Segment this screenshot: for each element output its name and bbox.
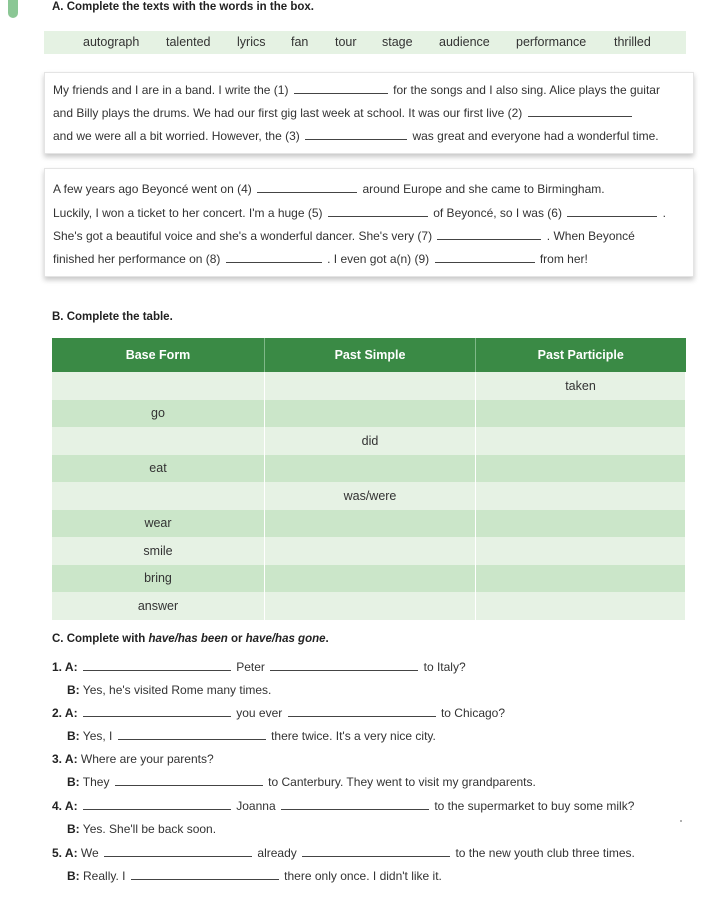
verb-table bbox=[52, 338, 686, 620]
exercise-item-3a: 3. A: Where are your parents? bbox=[52, 752, 214, 766]
table-cell[interactable] bbox=[265, 400, 476, 428]
table-row bbox=[52, 537, 686, 565]
answer-blank[interactable] bbox=[288, 706, 436, 717]
text1-line-2: and Billy plays the drums. We had our first gig last week at school. It was our first live (2) bbox=[53, 106, 634, 120]
table-cell[interactable] bbox=[265, 592, 476, 620]
word-box-item: autograph bbox=[83, 35, 140, 49]
table-row bbox=[52, 510, 686, 538]
table-cell[interactable] bbox=[476, 565, 686, 593]
table-row bbox=[52, 455, 686, 483]
exercise-item-5a: 5. A: We already to the new youth club three times. bbox=[52, 846, 635, 860]
word-box-item: fan bbox=[291, 35, 309, 49]
answer-blank-3[interactable] bbox=[305, 129, 407, 140]
table-row bbox=[52, 400, 686, 428]
exercise-item-4a: 4. A: Joanna to the supermarket to buy some milk? bbox=[52, 799, 635, 813]
answer-blank[interactable] bbox=[83, 706, 231, 717]
text-card-2 bbox=[44, 168, 694, 277]
text2-line-3: She's got a beautiful voice and she's a wonderful dancer. She's very (7) . When Beyoncé bbox=[53, 229, 635, 243]
table-cell: was/were bbox=[265, 482, 476, 510]
table-cell: taken bbox=[476, 372, 686, 400]
table-cell[interactable] bbox=[52, 427, 265, 455]
exercise-item-1b: B: Yes, he's visited Rome many times. bbox=[67, 683, 272, 697]
table-cell[interactable] bbox=[476, 592, 686, 620]
answer-blank[interactable] bbox=[270, 660, 418, 671]
table-row bbox=[52, 592, 686, 620]
exercise-item-1a: 1. A: Peter to Italy? bbox=[52, 660, 466, 674]
table-cell: answer bbox=[52, 592, 265, 620]
table-cell[interactable] bbox=[265, 565, 476, 593]
word-box-item: tour bbox=[335, 35, 357, 49]
answer-blank-4[interactable] bbox=[257, 182, 357, 193]
table-cell[interactable] bbox=[476, 482, 686, 510]
answer-blank[interactable] bbox=[115, 775, 263, 786]
table-cell: bring bbox=[52, 565, 265, 593]
text2-line-4: finished her performance on (8) . I even got a(n) (9) from her! bbox=[53, 252, 588, 266]
answer-blank-6[interactable] bbox=[567, 206, 657, 217]
answer-blank[interactable] bbox=[83, 660, 231, 671]
table-cell: did bbox=[265, 427, 476, 455]
exercise-item-2a: 2. A: you ever to Chicago? bbox=[52, 706, 506, 720]
word-box-item: talented bbox=[166, 35, 211, 49]
table-cell: go bbox=[52, 400, 265, 428]
text-card-1 bbox=[44, 72, 694, 154]
table-cell[interactable] bbox=[476, 400, 686, 428]
word-box-item: audience bbox=[439, 35, 490, 49]
table-cell[interactable] bbox=[52, 372, 265, 400]
section-b-title: B. Complete the table. bbox=[52, 311, 173, 323]
table-cell[interactable] bbox=[476, 455, 686, 483]
table-cell[interactable] bbox=[265, 455, 476, 483]
table-row bbox=[52, 565, 686, 593]
word-box-item: lyrics bbox=[237, 35, 266, 49]
exercise-item-3b: B: They to Canterbury. They went to visit my grandparents. bbox=[67, 775, 536, 789]
answer-blank-2[interactable] bbox=[528, 106, 632, 117]
table-cell[interactable] bbox=[265, 537, 476, 565]
text1-line-1: My friends and I are in a band. I write the (1) for the songs and I also sing. Alice plays the guitar bbox=[53, 83, 660, 97]
header-base-form: Base Form bbox=[52, 338, 265, 372]
text1-line-3: and we were all a bit worried. However, the (3) was great and everyone had a wonderful time. bbox=[53, 129, 659, 143]
table-cell[interactable] bbox=[265, 510, 476, 538]
page-tab-marker bbox=[8, 0, 18, 18]
exercise-item-4b: B: Yes. She'll be back soon. bbox=[67, 822, 217, 836]
table-cell[interactable] bbox=[476, 510, 686, 538]
table-cell: eat bbox=[52, 455, 265, 483]
answer-blank[interactable] bbox=[281, 799, 429, 810]
word-box-item: stage bbox=[382, 35, 413, 49]
answer-blank-5[interactable] bbox=[328, 206, 428, 217]
answer-blank[interactable] bbox=[118, 729, 266, 740]
section-c-title: C. Complete with have/has been or have/has gone. bbox=[52, 633, 329, 645]
word-box bbox=[44, 31, 686, 54]
answer-blank[interactable] bbox=[131, 869, 279, 880]
exercise-item-5b: B: Really. I there only once. I didn't like it. bbox=[67, 869, 442, 883]
table-cell: wear bbox=[52, 510, 265, 538]
table-cell[interactable] bbox=[265, 372, 476, 400]
table-cell: smile bbox=[52, 537, 265, 565]
header-past-participle: Past Participle bbox=[476, 338, 686, 372]
table-row bbox=[52, 427, 686, 455]
text2-line-1: A few years ago Beyoncé went on (4) around Europe and she came to Birmingham. bbox=[53, 182, 605, 196]
answer-blank[interactable] bbox=[104, 846, 252, 857]
exercise-item-2b: B: Yes, I there twice. It's a very nice city. bbox=[67, 729, 436, 743]
answer-blank-1[interactable] bbox=[294, 83, 388, 94]
answer-blank-9[interactable] bbox=[435, 252, 535, 263]
word-box-item: thrilled bbox=[614, 35, 651, 49]
table-cell[interactable] bbox=[52, 482, 265, 510]
answer-blank-7[interactable] bbox=[437, 229, 541, 240]
answer-blank[interactable] bbox=[83, 799, 231, 810]
word-box-item: performance bbox=[516, 35, 587, 49]
header-past-simple: Past Simple bbox=[265, 338, 476, 372]
table-cell[interactable] bbox=[476, 427, 686, 455]
table-row bbox=[52, 372, 686, 400]
page-speck bbox=[680, 820, 682, 822]
table-cell[interactable] bbox=[476, 537, 686, 565]
table-row bbox=[52, 482, 686, 510]
text2-line-2: Luckily, I won a ticket to her concert. I'm a huge (5) of Beyoncé, so I was (6) . bbox=[53, 206, 666, 220]
verb-table-header bbox=[52, 338, 686, 372]
section-a-title: A. Complete the texts with the words in the box. bbox=[52, 1, 314, 13]
answer-blank-8[interactable] bbox=[226, 252, 322, 263]
answer-blank[interactable] bbox=[302, 846, 450, 857]
